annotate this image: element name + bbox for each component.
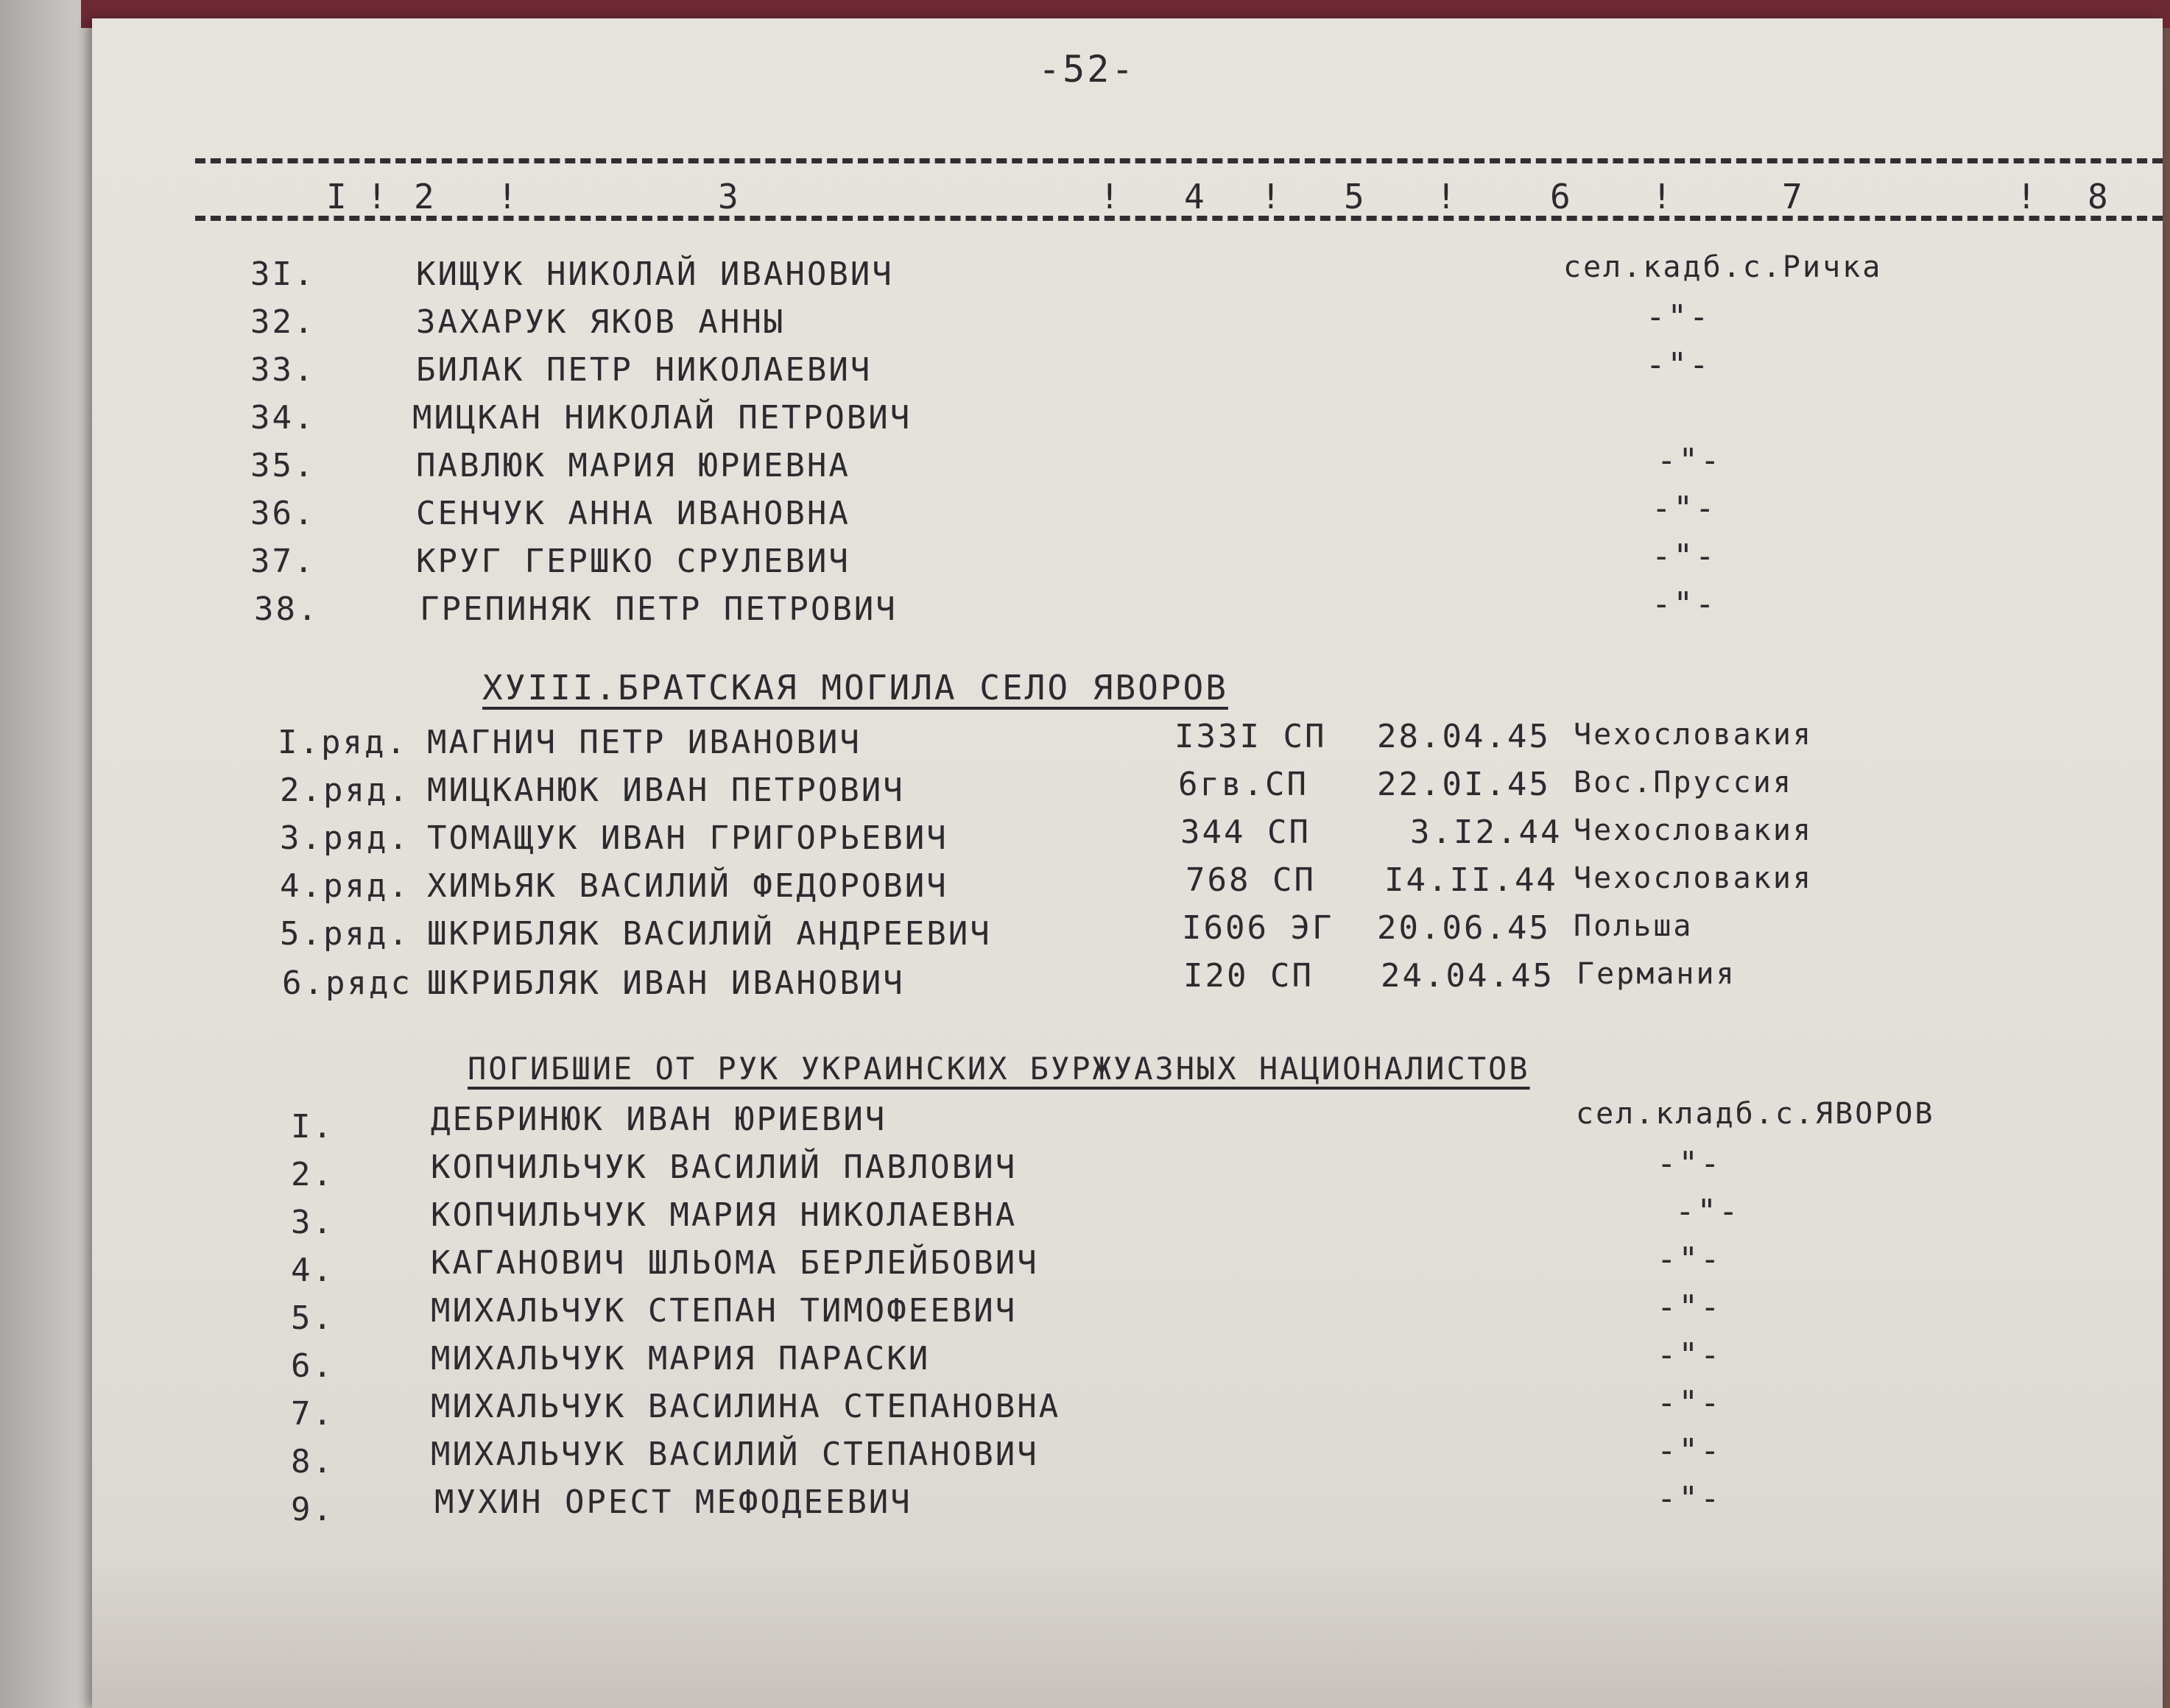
row-number: 38. [254, 590, 320, 628]
death-place: Чехословакия [1574, 718, 1813, 752]
column-separator: ! [1652, 177, 1672, 216]
column-separator: ! [497, 177, 518, 216]
person-name: МИХАЛЬЧУК СТЕПАН ТИМОФЕЕВИЧ [431, 1292, 1018, 1330]
row-number: 3.ряд. [280, 819, 410, 857]
page-shadow [92, 1553, 2163, 1708]
person-name: КОПЧИЛЬЧУК ВАСИЛИЙ ПАВЛОВИЧ [431, 1148, 1018, 1186]
table-rule-top [195, 158, 2163, 163]
person-name: КИЩУК НИКОЛАЙ ИВАНОВИЧ [416, 255, 894, 293]
row-number: 6. [291, 1347, 334, 1385]
document-page [92, 18, 2163, 1708]
person-name: БИЛАК ПЕТР НИКОЛАЕВИЧ [416, 351, 873, 389]
person-name: СЕНЧУК АННА ИВАНОВНА [416, 495, 850, 532]
death-place: Вос.Пруссия [1574, 766, 1793, 800]
death-date: 20.06.45 [1377, 909, 1551, 947]
burial-place: -"- [1652, 585, 1717, 623]
military-unit: I33I СП [1174, 718, 1327, 755]
column-number: 5 [1344, 177, 1364, 216]
person-name: ГРЕПИНЯК ПЕТР ПЕТРОВИЧ [420, 590, 898, 628]
burial-place: -"- [1657, 1336, 1722, 1374]
person-name: МИЦКАНЮК ИВАН ПЕТРОВИЧ [427, 772, 905, 809]
column-number: 6 [1550, 177, 1571, 216]
row-number: 34. [250, 399, 316, 437]
death-place: Чехословакия [1574, 814, 1813, 847]
person-name: МИХАЛЬЧУК МАРИЯ ПАРАСКИ [431, 1340, 931, 1377]
person-name: МИХАЛЬЧУК ВАСИЛИЙ СТЕПАНОВИЧ [431, 1436, 1039, 1473]
person-name: ПАВЛЮК МАРИЯ ЮРИЕВНА [416, 447, 850, 484]
person-name: ЗАХАРУК ЯКОВ АННЫ [416, 303, 786, 341]
death-date: 22.0I.45 [1377, 766, 1551, 803]
burial-place: -"- [1657, 1241, 1722, 1278]
row-number: 4.ряд. [280, 867, 410, 905]
row-number: 3. [291, 1204, 334, 1241]
section-3-title: ПОГИБШИЕ ОТ РУК УКРАИНСКИХ БУРЖУАЗНЫХ НАЦИОНАЛИСТОВ [468, 1051, 1530, 1087]
person-name: ХИМЬЯК ВАСИЛИЙ ФЕДОРОВИЧ [427, 867, 948, 905]
death-place: Чехословакия [1574, 861, 1813, 895]
burial-place: -"- [1657, 442, 1722, 479]
death-date: 24.04.45 [1381, 957, 1554, 995]
person-name: МИЦКАН НИКОЛАЙ ПЕТРОВИЧ [412, 399, 912, 437]
row-number: 6.рядс [282, 964, 412, 1002]
person-name: МУХИН ОРЕСТ МЕФОДЕЕВИЧ [434, 1483, 912, 1521]
section-2-title: ХУIII.БРАТСКАЯ МОГИЛА СЕЛО ЯВОРОВ [482, 668, 1228, 707]
military-unit: I606 ЭГ [1182, 909, 1334, 947]
person-name: МИХАЛЬЧУК ВАСИЛИНА СТЕПАНОВНА [431, 1388, 1061, 1425]
death-place: Польша [1574, 909, 1694, 943]
military-unit: 768 СП [1186, 861, 1316, 899]
person-name: ТОМАЩУК ИВАН ГРИГОРЬЕВИЧ [427, 819, 948, 857]
row-number: 9. [291, 1491, 334, 1528]
row-number: 36. [250, 495, 316, 532]
military-unit: 6гв.СП [1178, 766, 1308, 803]
burial-place: -"- [1657, 1145, 1722, 1182]
row-number: 32. [250, 303, 316, 341]
death-date: I4.II.44 [1384, 861, 1558, 899]
row-number: 35. [250, 447, 316, 484]
burial-place: -"- [1657, 1432, 1722, 1469]
burial-place: -"- [1652, 490, 1717, 527]
burial-place: -"- [1657, 1480, 1722, 1517]
page-number: -52- [1038, 48, 1136, 91]
person-name: ДЕБРИНЮК ИВАН ЮРИЕВИЧ [431, 1101, 887, 1138]
person-name: КАГАНОВИЧ ШЛЬОМА БЕРЛЕЙБОВИЧ [431, 1244, 1039, 1282]
column-number: 8 [2088, 177, 2108, 216]
row-number: I.ряд. [278, 724, 408, 761]
column-separator: ! [1261, 177, 1281, 216]
military-unit: I20 СП [1183, 957, 1314, 995]
column-number: I [326, 177, 347, 216]
column-separator: ! [1436, 177, 1456, 216]
column-number: 4 [1184, 177, 1205, 216]
person-name: МАГНИЧ ПЕТР ИВАНОВИЧ [427, 724, 862, 761]
death-date: 3.I2.44 [1410, 814, 1563, 851]
column-number-row [202, 177, 2154, 221]
row-number: 5. [291, 1299, 334, 1337]
row-number: 8. [291, 1443, 334, 1481]
death-date: 28.04.45 [1377, 718, 1551, 755]
column-separator: ! [2016, 177, 2037, 216]
person-name: ШКРИБЛЯК ИВАН ИВАНОВИЧ [427, 964, 905, 1002]
row-number: I. [291, 1108, 334, 1146]
person-name: КОПЧИЛЬЧУК МАРИЯ НИКОЛАЕВНА [431, 1196, 1018, 1234]
death-place: Германия [1577, 957, 1736, 991]
burial-place: -"- [1652, 537, 1717, 575]
burial-place: сел.кладб.с.ЯВОРОВ [1576, 1097, 1935, 1131]
row-number: 2. [291, 1156, 334, 1193]
row-number: 33. [250, 351, 316, 389]
burial-place: -"- [1675, 1193, 1741, 1230]
military-unit: 344 СП [1180, 814, 1311, 851]
row-number: 4. [291, 1252, 334, 1289]
row-number: 3I. [250, 255, 316, 293]
column-number: 7 [1782, 177, 1803, 216]
burial-place: -"- [1657, 1288, 1722, 1326]
column-separator: ! [367, 177, 387, 216]
row-number: 5.ряд. [280, 915, 410, 953]
burial-place: -"- [1646, 346, 1711, 384]
row-number: 37. [250, 543, 316, 580]
column-number: 2 [414, 177, 434, 216]
burial-place: сел.кадб.с.Ричка [1563, 250, 1883, 284]
column-separator: ! [1099, 177, 1120, 216]
burial-place: -"- [1657, 1384, 1722, 1422]
column-number: 3 [718, 177, 739, 216]
person-name: КРУГ ГЕРШКО СРУЛЕВИЧ [416, 543, 850, 580]
row-number: 7. [291, 1395, 334, 1433]
burial-place: -"- [1646, 298, 1711, 336]
row-number: 2.ряд. [280, 772, 410, 809]
person-name: ШКРИБЛЯК ВАСИЛИЙ АНДРЕЕВИЧ [427, 915, 992, 953]
